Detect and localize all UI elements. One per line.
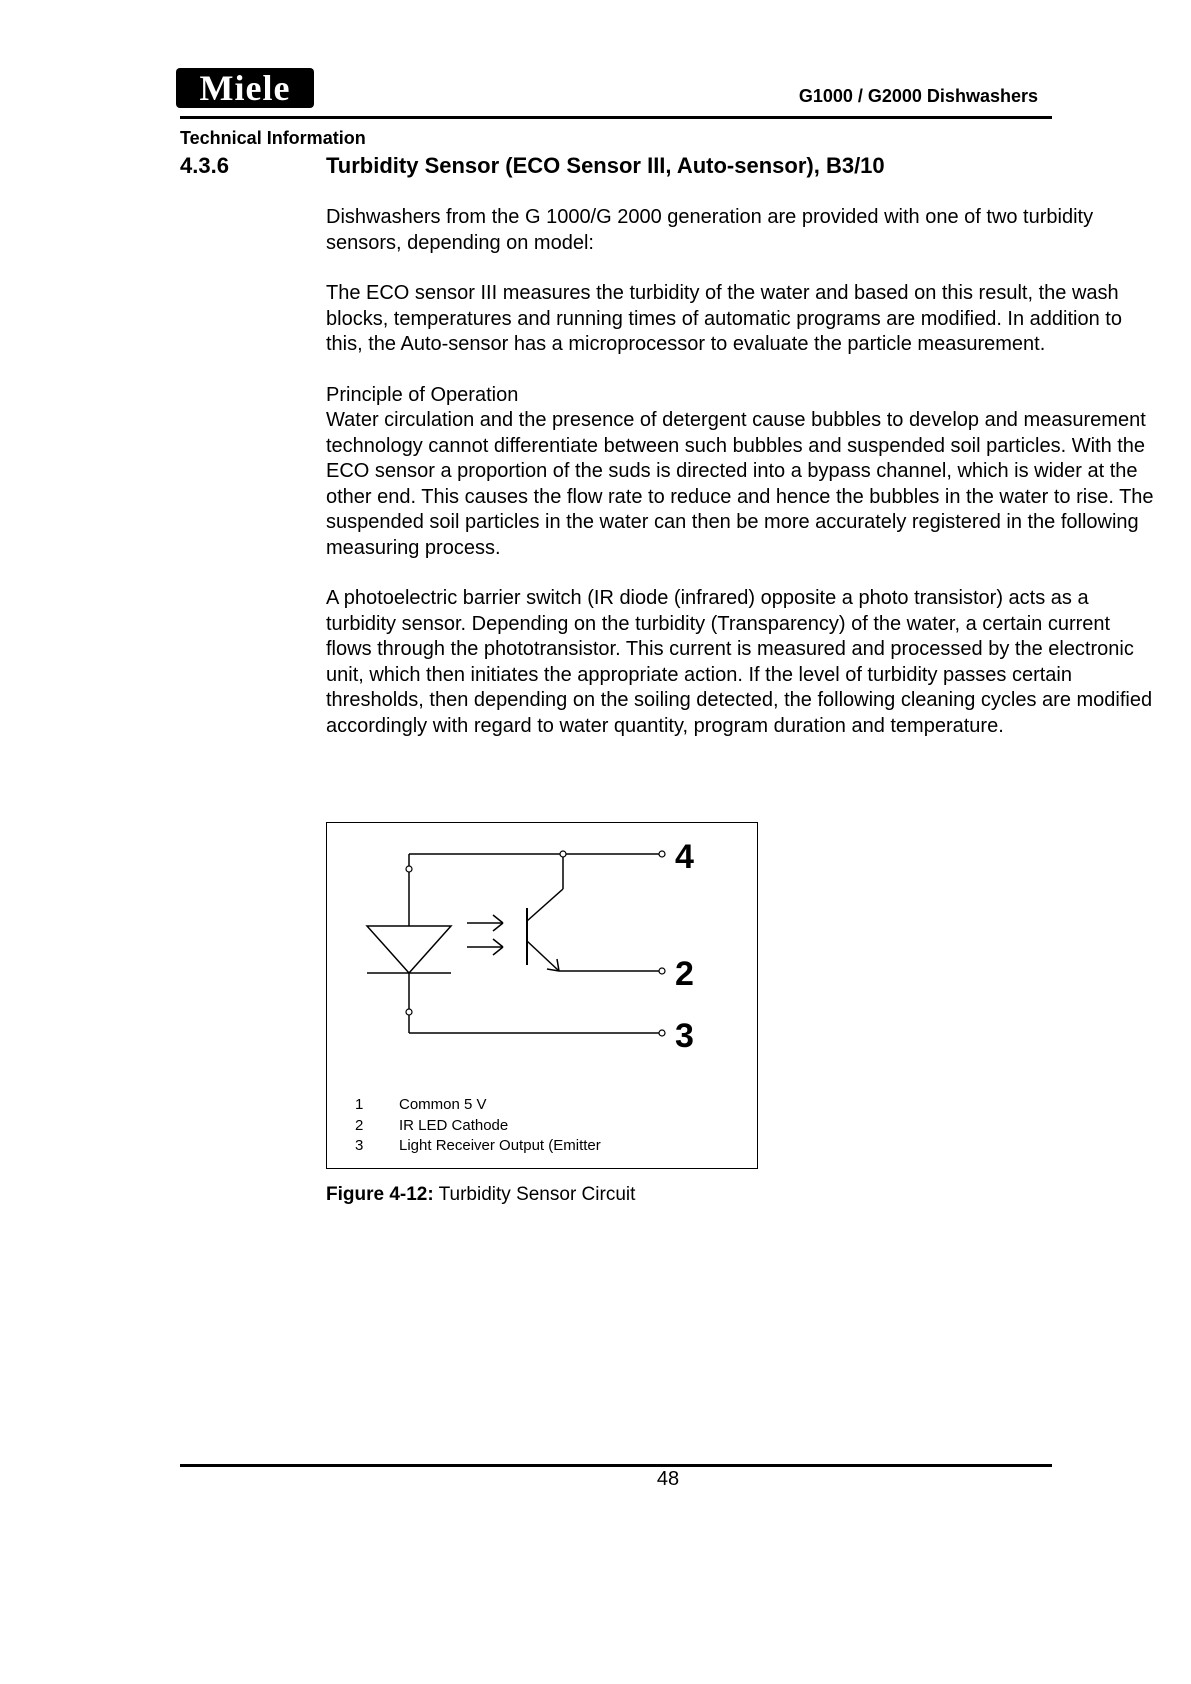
paragraph-eco-sensor: The ECO sensor III measures the turbidity of the water and based on this result, the wash blocks, temperatures and running times of automatic programs are modified. In addition to this, the Auto-sensor has a microprocessor to evaluate the particle measurement. <box>326 282 1122 355</box>
miele-logo <box>176 68 314 108</box>
page-number: 48 <box>656 1468 680 1490</box>
section-title: Turbidity Sensor (ECO Sensor III, Auto-sensor), B3/10 <box>326 153 885 178</box>
legend-number: 1 <box>355 1096 364 1113</box>
legend-item <box>355 1136 601 1157</box>
paragraph-principle: Water circulation and the presence of detergent cause bubbles to develop and measurement technology cannot differentiate between such bubbles and suspended soil particles. With the ECO sensor a proportion of the suds is directed into a bypass channel, which is wider at the other end. This causes the flow rate to reduce and hence the bubbles in the water to rise. The suspended soil particles in the water can then be more accurately registered in the following measuring process. <box>326 409 1154 559</box>
terminal-label-3: 3 <box>675 1017 694 1055</box>
legend-item <box>355 1116 601 1137</box>
legend-text: Common 5 V <box>399 1096 487 1113</box>
figure-legend <box>355 1095 601 1157</box>
legend-text: Light Receiver Output (Emitter <box>399 1137 601 1154</box>
subheading-principle: Principle of Operation <box>326 383 519 406</box>
paragraph-photoelectric: A photoelectric barrier switch (IR diode (infrared) opposite a photo transistor) acts as a turbidity sensor. Depending on the turbidity (Transparency) of the water, a certain current flows through the phototransistor. This current is measured and processed by the electronic unit, which then initiates the appropriate action. If the level of turbidity passes certain thresholds, then depending on the soiling detected, the following cleaning cycles are modified accordingly with regard to water quantity, program duration and temperature. <box>326 587 1153 737</box>
legend-text: IR LED Cathode <box>399 1116 509 1134</box>
logo-text: Miele <box>199 68 291 108</box>
caption-label: Figure 4-12: <box>326 1184 434 1205</box>
emitter-lead <box>527 941 559 971</box>
legend-item <box>355 1095 601 1116</box>
terminal-label-4: 4 <box>675 838 694 876</box>
collector-lead <box>527 889 563 921</box>
section-label: Technical Information <box>180 128 366 148</box>
section-number: 4.3.6 <box>180 153 229 178</box>
terminal-label-2: 2 <box>675 955 694 993</box>
figure-caption <box>326 1184 635 1206</box>
legend-number: 3 <box>355 1137 364 1154</box>
document-title: G1000 / G2000 Dishwashers <box>798 86 1038 106</box>
body-text <box>326 205 1161 764</box>
footer-rule <box>180 1464 1052 1467</box>
paragraph-intro: Dishwashers from the G 1000/G 2000 generation are provided with one of two turbidity sensors, depending on model: <box>326 206 1094 254</box>
circuit-figure <box>326 822 758 1169</box>
legend-number: 2 <box>355 1116 364 1134</box>
led-triangle <box>367 926 451 973</box>
header-rule <box>180 116 1052 119</box>
caption-text: Turbidity Sensor Circuit <box>433 1184 636 1205</box>
